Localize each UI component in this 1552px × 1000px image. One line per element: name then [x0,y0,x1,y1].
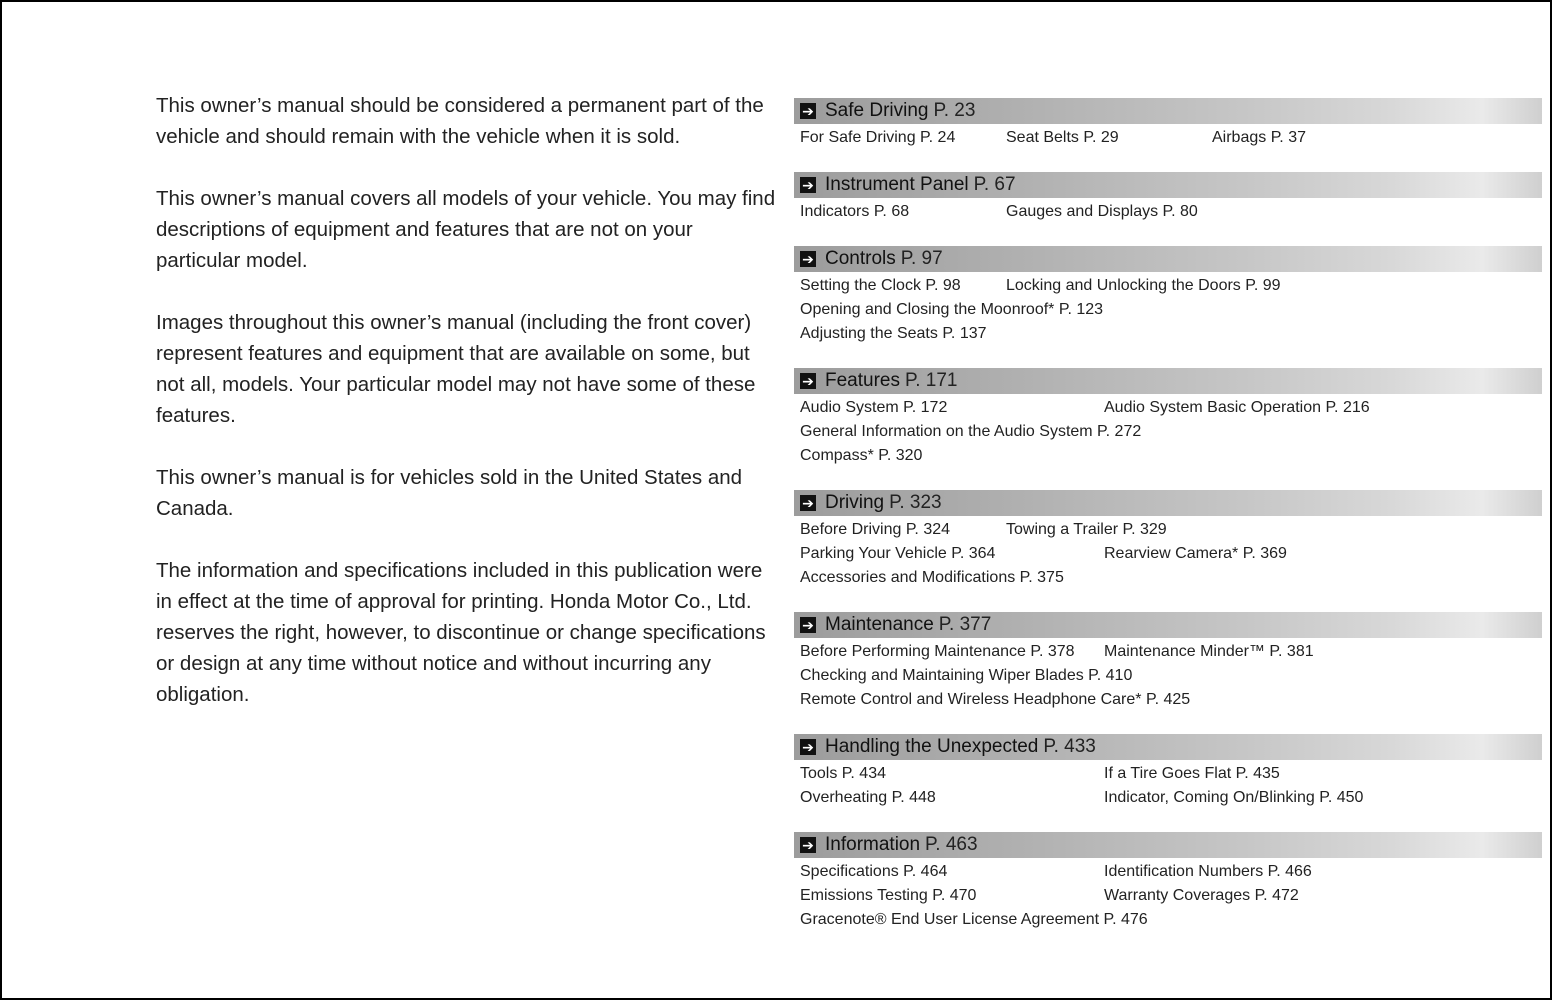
toc-link[interactable]: Before Performing Maintenance P. 378 [800,643,1075,660]
section-title: Features [825,370,900,391]
toc-row [794,566,1542,590]
toc-section-controls [794,246,1542,368]
toc-link[interactable]: Overheating P. 448 [800,789,936,806]
intro-column [156,90,781,741]
section-page: P. 377 [938,614,992,635]
arrow-right-icon: ➔ [800,495,816,511]
toc-link[interactable]: Checking and Maintaining Wiper Blades P. 410 [800,667,1133,684]
toc-section-safe-driving [794,98,1542,172]
toc-section-maintenance [794,612,1542,734]
toc-link[interactable]: Airbags P. 37 [1212,129,1306,146]
toc-row [794,420,1542,444]
section-title: Handling the Unexpected [825,736,1039,757]
toc-link[interactable]: Indicator, Coming On/Blinking P. 450 [1104,789,1364,806]
toc-link[interactable]: Audio System P. 172 [800,399,948,416]
toc-row [794,518,1542,542]
toc-link[interactable]: Opening and Closing the Moonroof* P. 123 [800,301,1104,318]
section-header[interactable] [794,490,1542,516]
toc-row [794,542,1542,566]
toc-link[interactable]: If a Tire Goes Flat P. 435 [1104,765,1280,782]
toc-row [794,860,1542,884]
toc-link[interactable]: Gracenote® End User License Agreement P. 476 [800,911,1148,928]
toc-row [794,688,1542,712]
toc-row [794,322,1542,346]
section-title: Information [825,834,921,855]
toc-link[interactable]: General Information on the Audio System P. 272 [800,423,1142,440]
toc-link[interactable]: For Safe Driving P. 24 [800,129,956,146]
arrow-right-icon: ➔ [800,739,816,755]
arrow-right-icon: ➔ [800,177,816,193]
toc-row [794,640,1542,664]
section-title: Controls [825,248,896,269]
section-header[interactable] [794,734,1542,760]
section-page: P. 171 [904,370,958,391]
toc-section-features [794,368,1542,490]
toc-link[interactable]: Rearview Camera* P. 369 [1104,545,1287,562]
toc-link[interactable]: Tools P. 434 [800,765,886,782]
toc-row [794,274,1542,298]
toc-link[interactable]: Locking and Unlocking the Doors P. 99 [1006,277,1281,294]
section-header[interactable] [794,172,1542,198]
arrow-right-icon: ➔ [800,103,816,119]
toc-link[interactable]: Indicators P. 68 [800,203,910,220]
toc-link[interactable]: Before Driving P. 324 [800,521,951,538]
intro-paragraph: This owner’s manual covers all models of your vehicle. You may find descriptions of equipment and features that are not on your particular model. [156,187,776,272]
intro-paragraph: This owner’s manual is for vehicles sold in the United States and Canada. [156,466,743,520]
section-header[interactable] [794,832,1542,858]
intro-paragraph: This owner’s manual should be considered a permanent part of the vehicle and should remain with the vehicle when it is sold. [156,94,764,148]
toc-row [794,786,1542,810]
toc-row [794,298,1542,322]
toc-link[interactable]: Warranty Coverages P. 472 [1104,887,1299,904]
section-title: Driving [825,492,885,513]
toc-link[interactable]: Audio System Basic Operation P. 216 [1104,399,1370,416]
toc-link[interactable]: Remote Control and Wireless Headphone Care* P. 425 [800,691,1191,708]
toc-link[interactable]: Setting the Clock P. 98 [800,277,961,294]
arrow-right-icon: ➔ [800,373,816,389]
section-page: P. 23 [933,100,976,121]
arrow-right-icon: ➔ [800,617,816,633]
toc-link[interactable]: Adjusting the Seats P. 137 [800,325,987,342]
toc-row [794,664,1542,688]
toc-row [794,762,1542,786]
section-header[interactable] [794,98,1542,124]
toc-section-instrument-panel [794,172,1542,246]
toc-row [794,444,1542,468]
section-title: Safe Driving [825,100,929,121]
intro-paragraph: The information and specifications included in this publication were in effect at the time of approval for printing. Honda Motor Co., Ltd. reserves the right, however, to discontinue or change specifications or design at any time without notice and without incurring any obligation. [156,559,766,706]
toc-row [794,126,1542,150]
section-page: P. 463 [925,834,978,855]
section-page: P. 433 [1043,736,1096,757]
section-header[interactable] [794,368,1542,394]
toc-row [794,908,1542,932]
toc-link[interactable]: Specifications P. 464 [800,863,948,880]
section-header[interactable] [794,612,1542,638]
toc-link[interactable]: Towing a Trailer P. 329 [1006,521,1167,538]
section-page: P. 323 [889,492,942,513]
toc-row [794,396,1542,420]
intro-paragraph: Images throughout this owner’s manual (including the front cover) represent features and equipment that are available on some, but not all, models. Your particular model may not have some of these features. [156,311,756,427]
toc-section-information [794,832,1542,932]
toc-link[interactable]: Compass* P. 320 [800,447,923,464]
toc-section-driving [794,490,1542,612]
toc-link[interactable]: Accessories and Modifications P. 375 [800,569,1064,586]
toc-link[interactable]: Parking Your Vehicle P. 364 [800,545,996,562]
section-page: P. 97 [900,248,943,269]
toc-link[interactable]: Maintenance Minder™ P. 381 [1104,643,1314,660]
toc-link[interactable]: Gauges and Displays P. 80 [1006,203,1198,220]
section-page: P. 67 [973,174,1016,195]
section-title: Instrument Panel [825,174,969,195]
toc-row [794,884,1542,908]
toc-row [794,200,1542,224]
section-header[interactable] [794,246,1542,272]
toc-link[interactable]: Emissions Testing P. 470 [800,887,977,904]
toc-section-handling-the-unexpected [794,734,1542,832]
toc-link[interactable]: Identification Numbers P. 466 [1104,863,1312,880]
section-title: Maintenance [825,614,934,635]
arrow-right-icon: ➔ [800,837,816,853]
arrow-right-icon: ➔ [800,251,816,267]
toc-link[interactable]: Seat Belts P. 29 [1006,129,1119,146]
table-of-contents [794,98,1542,932]
